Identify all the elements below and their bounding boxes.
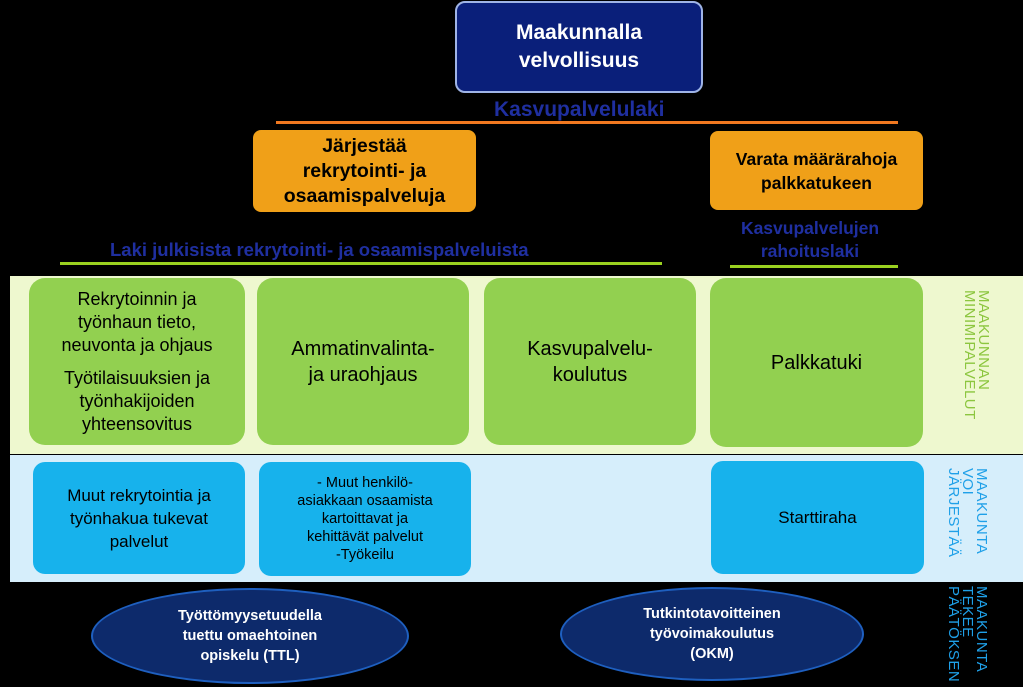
other-recruitment-box [33, 462, 245, 574]
law-right-line1: Kasvupalvelujen [740, 218, 880, 238]
organize-services-box [253, 130, 476, 212]
law-left-label: Laki julkisista rekrytointi- ja osaamispalveluista [110, 239, 529, 260]
bbox2-l4: kehittävät palvelut [306, 529, 424, 545]
ellipse-left-l2: tuettu omaehtoinen [182, 628, 318, 644]
side-blue-l2: VOI [959, 468, 976, 496]
okm-training-ellipse [560, 587, 864, 681]
gbox3-l2: koulutus [552, 363, 628, 386]
side-label-decision [946, 586, 988, 687]
gbox1-p1-l2: työnhaun tieto, [77, 311, 197, 332]
bbox2-l2: asiakkaan osaamista [297, 493, 433, 509]
gbox1-p2-l2: työnhakijoiden [79, 390, 195, 411]
law-right-line2: rahoituslaki [760, 241, 860, 261]
ellipse-right-l1: Tutkintotavoitteinen [643, 606, 781, 622]
law-main-label: Kasvupalvelulaki [494, 98, 665, 121]
side-green-l2: MINIMIPALVELUT [961, 290, 978, 420]
top-duty-box [455, 1, 703, 93]
bbox2-l3: kartoittavat ja [321, 511, 409, 527]
side-black-l1: MAAKUNTA [973, 586, 990, 673]
other-competence-box [259, 462, 471, 576]
law-right-label [712, 217, 908, 263]
bbox2-l1: - Muut henkilö- [317, 475, 413, 491]
gbox2-l2: ja uraohjaus [308, 363, 418, 386]
pay-subsidy-box [710, 278, 923, 447]
bbox3-l1: Starttiraha [778, 508, 857, 527]
reserve-line1: Varata määrärahoja [735, 148, 898, 169]
career-guidance-box [257, 278, 469, 445]
gbox1-p1-l3: neuvonta ja ohjaus [61, 334, 213, 355]
top-title-line2: velvollisuus [518, 49, 640, 72]
gbox2-l1: Ammatinvalinta- [291, 337, 435, 360]
bbox2-l5: -Työkeilu [335, 547, 394, 563]
ellipse-left-l1: Työttömyysetuudella [178, 608, 322, 624]
reserve-line2: palkkatukeen [761, 172, 872, 193]
side-label-optional [946, 468, 988, 580]
ttl-study-ellipse [91, 588, 409, 684]
ellipse-right-l3: (OKM) [690, 646, 734, 662]
side-black-l2: TEKEE [959, 586, 976, 638]
reserve-funds-box [710, 131, 923, 210]
law-right-underline [730, 265, 898, 268]
gbox1-p1-l1: Rekrytoinnin ja [77, 288, 197, 309]
law-left-line [60, 262, 662, 265]
organize-line1: Järjestää [322, 134, 407, 157]
side-blue-l3: JÄRJESTÄÄ [945, 468, 962, 558]
side-green-l1: MAAKUNNAN [975, 290, 992, 391]
bbox1-l1: Muut rekrytointia ja [67, 485, 211, 505]
start-up-grant-box [711, 461, 924, 574]
side-blue-l1: MAAKUNTA [973, 468, 990, 555]
recruitment-info-box [29, 278, 245, 445]
gbox1-p2-l1: Työtilaisuuksien ja [63, 367, 211, 388]
gbox4-l1: Palkkatuki [770, 351, 863, 374]
top-title-line1: Maakunnalla [515, 21, 643, 44]
ellipse-left-l3: opiskelu (TTL) [200, 648, 300, 664]
side-black-l3: PÄÄTÖKSEN [945, 586, 962, 683]
gbox3-l1: Kasvupalvelu- [527, 337, 653, 360]
bbox1-l2: työnhakua tukevat [70, 508, 208, 528]
organize-line3: osaamispalveluja [283, 184, 446, 207]
ellipse-right-l2: työvoimakoulutus [649, 626, 775, 642]
gbox1-p2-l3: yhteensovitus [81, 413, 193, 434]
side-label-minimum [962, 290, 990, 450]
bbox1-l3: palvelut [109, 531, 169, 551]
organize-line2: rekrytointi- ja [302, 159, 427, 182]
law-main-line [276, 121, 898, 124]
growth-training-box [484, 278, 696, 445]
